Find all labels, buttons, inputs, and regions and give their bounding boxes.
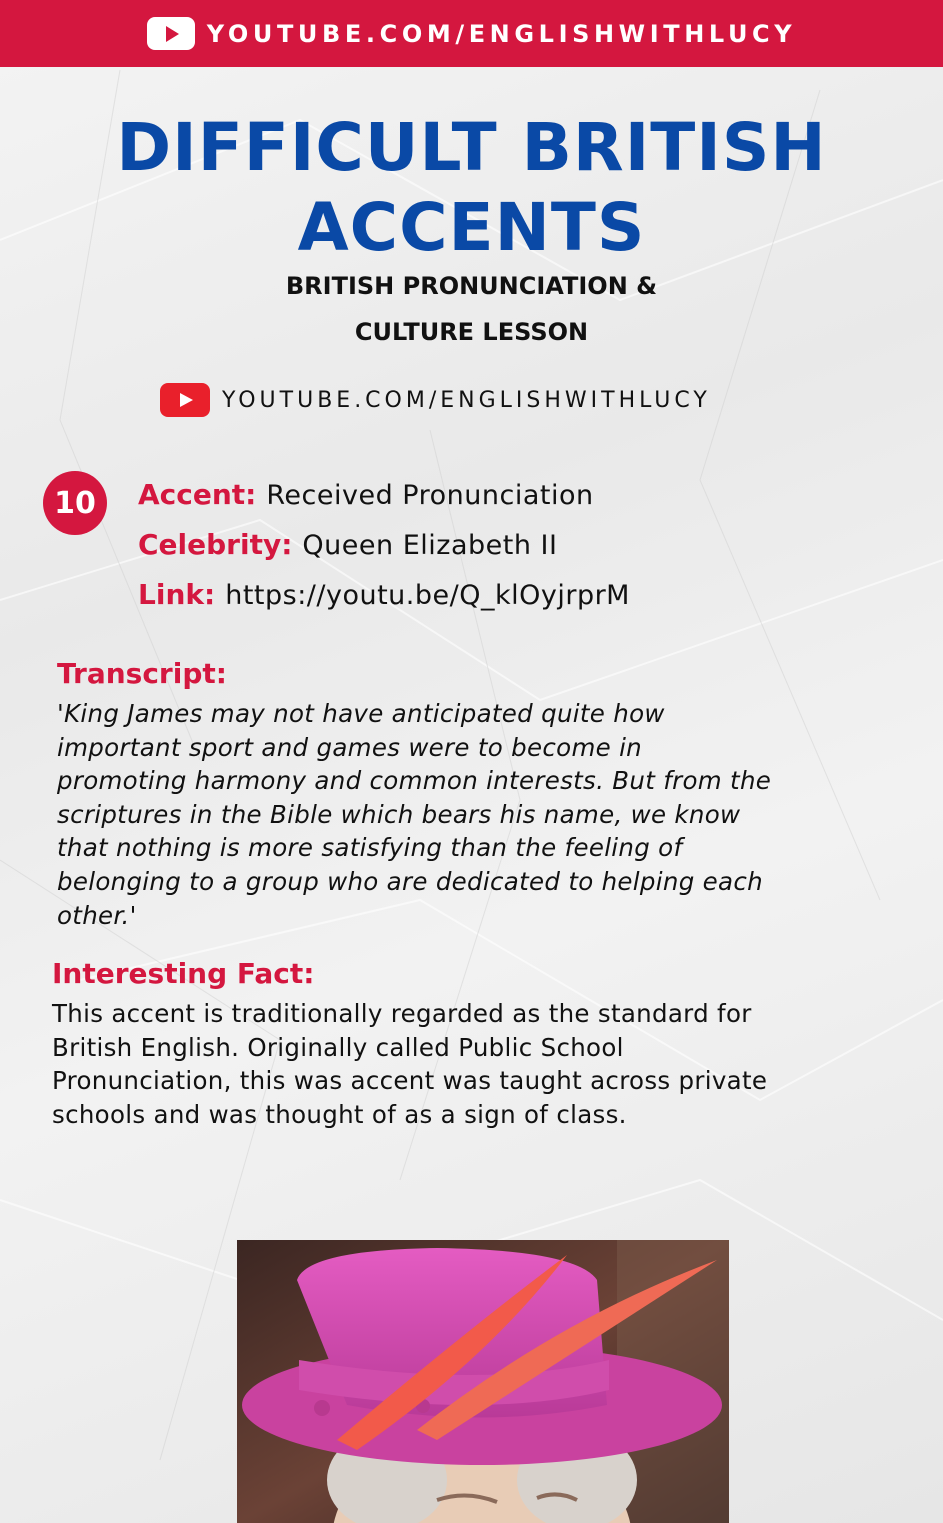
fact-text [52, 997, 922, 1131]
top-banner [0, 0, 943, 67]
accent-row [138, 478, 594, 511]
page-title [0, 108, 943, 268]
subtitle-line-1: BRITISH PRONUNCIATION & [285, 272, 658, 300]
transcript-line: 'King James may not have anticipated quite how [57, 699, 665, 728]
transcript-line: promoting harmony and common interests. But from the [57, 766, 772, 796]
title-line-1: DIFFICULT BRITISH [116, 109, 827, 186]
transcript-line: belonging to a group who are dedicated to helping each [57, 866, 763, 896]
transcript-line: other.' [57, 900, 137, 930]
title-line-2: ACCENTS [297, 189, 646, 266]
celebrity-label: Celebrity: [138, 528, 293, 561]
subtitle-line-2: CULTURE LESSON [354, 318, 589, 346]
transcript-line: important sport and games were to become in [57, 732, 643, 762]
channel-link[interactable] [160, 382, 711, 418]
celebrity-row [138, 528, 557, 561]
fact-heading: Interesting Fact: [52, 957, 315, 990]
accent-label: Accent: [138, 478, 257, 511]
fact-line: This accent is traditionally regarded as the standard for [52, 999, 752, 1028]
channel-link-text: YOUTUBE.COM/ENGLISHWITHLUCY [222, 387, 711, 413]
link-row [138, 578, 630, 611]
link-label: Link: [138, 578, 216, 611]
youtube-play-icon [147, 17, 195, 50]
entry-number-badge: 10 [43, 471, 107, 535]
celebrity-photo [237, 1240, 729, 1523]
transcript-line: that nothing is more satisfying than the feeling of [57, 833, 683, 863]
banner-text: YOUTUBE.COM/ENGLISHWITHLUCY [206, 19, 797, 48]
celebrity-value: Queen Elizabeth II [302, 530, 558, 561]
page-subtitle [0, 263, 943, 355]
video-link[interactable]: https://youtu.be/Q_klOyjrprM [225, 580, 630, 611]
queen-portrait-illustration [237, 1240, 729, 1523]
youtube-logo-icon [160, 383, 210, 417]
fact-line: schools and was thought of as a sign of class. [52, 1099, 627, 1129]
fact-line: Pronunciation, this was accent was taught across private [52, 1066, 768, 1096]
fact-line: British English. Originally called Public School [52, 1032, 624, 1062]
transcript-text [57, 697, 917, 932]
transcript-line: scriptures in the Bible which bears his name, we know [57, 799, 741, 829]
transcript-heading: Transcript: [57, 657, 227, 690]
accent-value: Received Pronunciation [266, 480, 594, 511]
